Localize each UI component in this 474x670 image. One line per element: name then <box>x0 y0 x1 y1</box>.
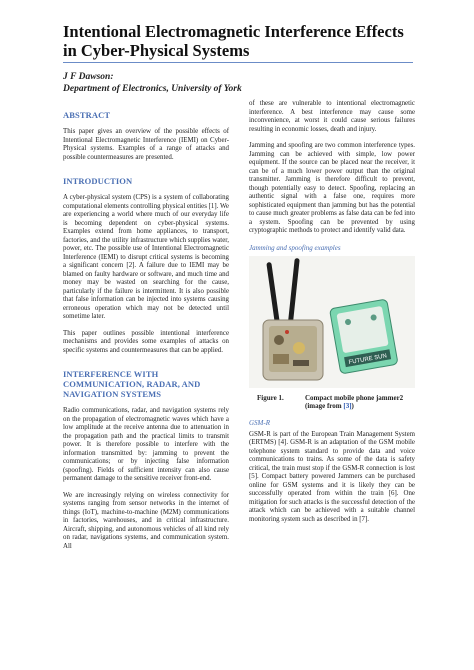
introduction-paragraph-1: A cyber-physical system (CPS) is a system of collaborating computational elements controlling physical entities [1]. We are experiencing a world where much of our everyday life is becoming dependent on cyber-physical systems. Examples extend from home appliances, to transport, factories, and the utility infrastructure which supplies water, power, etc. The possible use of Intentional Electromagnetic Interference (IEMI) to disrupt critical systems is becoming a significant concern [2]. A failure due to IEMI may be blamed on faulty hardware or software, and much time and money may be wasted on searching for the cause, particularly if the failure is intermittent. It is also possible that false information can be injected into systems causing erroneous operation which may not be detected until sometime later. <box>63 194 229 320</box>
abstract-paragraph: This paper gives an overview of the possible effects of Intentional Electromagnetic Interference (IEMI) on Cyber-Physical systems. Examples of a range of attacks and possible countermeasures are presented. <box>63 128 229 161</box>
title-divider <box>63 62 413 63</box>
paper-title: Intentional Electromagnetic Interference Effects in Cyber-Physical Systems <box>63 22 404 60</box>
interference-paragraph-2: We are increasingly relying on wireless connectivity for systems ranging from sensor networks in the internet of things (IoT), machine-to-machine (M2M) communications in factories, warehouses, and in critical infrastructure. Aircraft, shipping, and autonomous vehicles of all kind rely on radar, navigations systems, and communication system. All <box>63 491 229 550</box>
figure-caption <box>249 394 415 411</box>
subheading-jamming: Jamming and spoofing examples <box>249 243 341 252</box>
abstract-heading: ABSTRACT <box>63 110 111 120</box>
left-column <box>63 110 229 559</box>
right-column <box>249 100 415 532</box>
introduction-heading: INTRODUCTION <box>63 176 133 186</box>
device-label: FUTURE SUN <box>348 352 388 366</box>
subheading-gsm-r: GSM-R <box>249 418 270 427</box>
interference-paragraph-1: Radio communications, radar, and navigation systems rely on the propagation of electromagnetic waves which have a low amplitude at the receive antenna due to attenuation in the propagation path and the practical limits to transmit power. It is therefore possible to interfere with the information transmitted by: jamming to prevent the communications; or by injecting false information (spoofing). Fields of sufficient intensity can also cause permanent damage to the sensitive receiver front-end. <box>63 407 229 482</box>
interference-heading: INTERFERENCE WITH COMMUNICATION, RADAR, AND NAVIGATION SYSTEMS <box>63 369 201 399</box>
figure-label: Figure 1. <box>257 393 284 402</box>
green-box <box>329 298 398 373</box>
right-paragraph-1: of these are vulnerable to intentional electromagnetic interference. A best interference may cause some inconvenience, at worst it could cause serious failures resulting in economic losses, death and injury. <box>249 100 415 133</box>
figure-jammer-photo <box>249 256 415 388</box>
author-affiliation: Department of Electronics, University of York <box>63 84 242 94</box>
figure-reference-link[interactable]: [3] <box>343 402 352 410</box>
gsm-r-paragraph: GSM-R is part of the European Train Management System (ERTMS) [4]. GSM-R is an adaptation of the GSM mobile telephone system standard to provide data and voice communications to trains. As some of the data is safety critical, the train must stop if the GSM-R connection is lost [5]. Compact battery powered Jammers can be purchased online for GSM systems and it is likely they can be successfully operated from within the train [6]. One mitigation for such attacks is the successful detection of the attack which can be achieved with a suitable channel monitoring system such as described in [7]. <box>249 430 415 523</box>
author-name: J F Dawson: <box>63 72 114 82</box>
introduction-paragraph-2: This paper outlines possible intentional interference mechanisms and provides some examples of attacks on specific systems and countermeasures that can be applied. <box>63 329 229 354</box>
jammer-illustration <box>249 256 415 388</box>
right-paragraph-2: Jamming and spoofing are two common interference types. Jamming can be achieved with simple, low power equipment. If the source can be placed near the receiver, it can be of a much lower power output than the original transmitter. Jamming is therefore difficult to prevent, though potentially easy to detect. Spoofing, replacing an authentic signal with a false one, requires more sophisticated equipment than jamming but has the potential to cause much greater problems as false data can be fed into a system. Spoofing can be prevented by using cryptographic methods to protect and identify valid data. <box>249 142 415 234</box>
figure-caption-text: Compact mobile phone jammer2 (image from [3]) <box>305 393 404 410</box>
